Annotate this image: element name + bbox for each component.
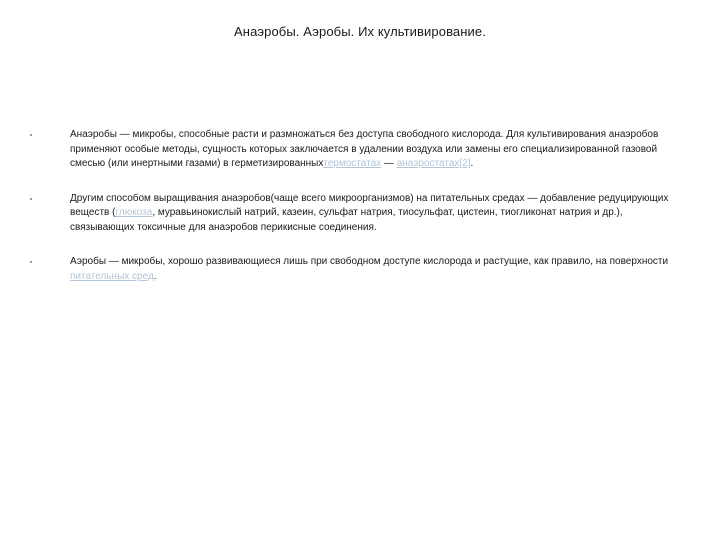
bullet-aerobes <box>30 255 670 284</box>
bullet-anaerobes <box>30 128 670 172</box>
bullet-text: , муравьинокислый натрий, казеин, сульфат натрия, тиосульфат, цистеин, тиогликонат натрия и др.), связывающих токсичные для анаэробов перикисные соединения. <box>70 207 623 233</box>
bullet-dot <box>30 134 32 136</box>
bullet-dot <box>30 198 32 200</box>
bullet-text: Другим способом выращивания анаэробов(чаще всего микроорганизмов) на питательных средах — добавление редуцирующих веществ ( <box>70 192 669 218</box>
bullet-text: . <box>470 158 474 169</box>
bullet-dot <box>30 261 32 263</box>
bullet-reducing-agents <box>30 192 670 236</box>
bullet-text: — <box>381 158 397 169</box>
bullet-text: Анаэробы — микробы, способные расти и размножаться без доступа свободного кислорода. Для культивирования анаэробов применяют особые методы, сущность которых заключается в удалении воздуха или замены его специализированной газовой смесью (или инертными газами) в герметизированных <box>70 129 659 169</box>
slide-title: Анаэробы. Аэробы. Их культивирование. <box>234 24 486 39</box>
link-anaerostats[interactable]: анаэростатах[2] <box>396 158 471 169</box>
bullet-text: Аэробы — микробы, хорошо развивающиеся лишь при свободном доступе кислорода и растущие, как правило, на поверхности <box>70 256 669 267</box>
bullet-text: . <box>153 270 157 282</box>
link-thermostats[interactable]: термостатах <box>323 158 382 169</box>
link-glucose[interactable]: глюкоза <box>115 207 153 218</box>
link-nutrient-media[interactable]: питательных сред <box>70 270 154 282</box>
bullet-list <box>30 128 670 304</box>
